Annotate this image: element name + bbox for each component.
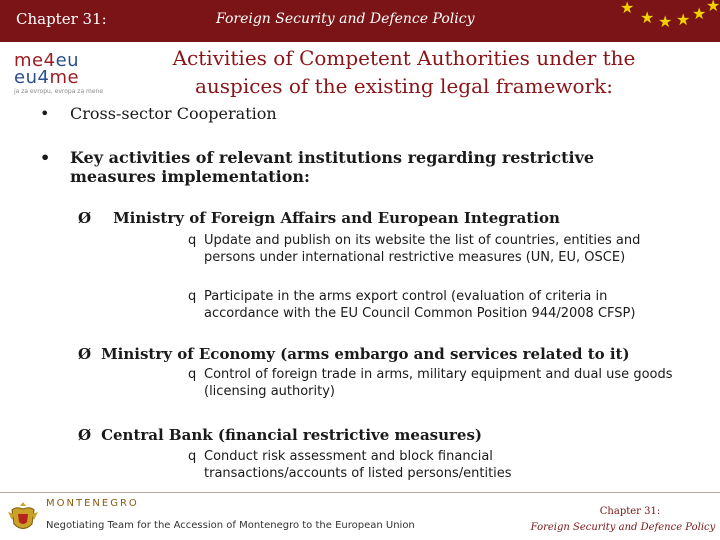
task-item: [188, 232, 688, 266]
checkbox-icon: q: [188, 449, 197, 464]
footer-country: MONTENEGRO: [46, 498, 139, 509]
checkbox-icon: q: [188, 367, 197, 382]
bullet-text: Cross-sector Cooperation: [70, 104, 277, 123]
bullet-marker: •: [40, 148, 51, 167]
task-item: [188, 288, 678, 322]
arrow-marker: Ø: [78, 209, 92, 227]
checkbox-icon: q: [188, 233, 197, 248]
footer-chapter: Chapter 31:: [599, 506, 661, 517]
slide-title: Activities of Competent Authorities under the auspices of the existing legal framework:: [172, 46, 636, 98]
star-icon: ★: [658, 12, 673, 31]
task-text: Participate in the arms export control (evaluation of criteria in accordance with the EU Council Common Position 944/2008 CFSP): [204, 289, 636, 321]
logo-text: eu4: [14, 67, 50, 88]
institution-name: Ministry of Foreign Affairs and European Integration: [113, 209, 560, 227]
institution-name: Central Bank (financial restrictive measures): [101, 426, 482, 444]
task-item: [188, 366, 688, 400]
bullet-text: Key activities of relevant institutions regarding restrictive measures implementation:: [70, 148, 595, 186]
checkbox-icon: q: [188, 289, 197, 304]
task-text: Conduct risk assessment and block financial transactions/accounts of listed persons/entities: [204, 449, 512, 481]
footer-divider: [0, 492, 720, 493]
me4eu-logo: [14, 52, 134, 98]
arrow-marker: Ø: [78, 426, 92, 444]
logo-tagline: ja za evropu, evropa za mene: [14, 88, 104, 95]
header-title: Foreign Security and Defence Policy: [216, 11, 475, 27]
star-icon: ★: [692, 4, 707, 23]
bullet-cross-sector: [40, 104, 680, 124]
logo-text: me: [49, 67, 80, 88]
star-icon: ★: [676, 10, 691, 29]
star-icon: ★: [620, 0, 635, 17]
footer-policy: Foreign Security and Defence Policy: [530, 522, 716, 533]
chapter-label: Chapter 31:: [16, 10, 107, 28]
star-icon: ★: [706, 0, 720, 15]
task-text: Control of foreign trade in arms, military equipment and dual use goods (licensing authority): [204, 367, 673, 399]
bullet-marker: •: [40, 104, 50, 123]
eu-stars-icon: [612, 0, 720, 32]
arrow-marker: Ø: [78, 345, 92, 363]
logo-text: me4: [14, 50, 56, 71]
bullet-key-activities: [40, 148, 680, 188]
montenegro-crest-icon: [6, 500, 40, 534]
star-icon: ★: [640, 8, 655, 27]
institution-economy: [78, 345, 630, 363]
logo-text: eu: [55, 50, 80, 71]
institution-central-bank: [78, 426, 482, 444]
footer-team: Negotiating Team for the Accession of Montenegro to the European Union: [46, 520, 415, 531]
institution-name: Ministry of Economy (arms embargo and services related to it): [101, 345, 630, 363]
logo-line-2: [14, 69, 134, 86]
institution-mfa: [78, 209, 560, 227]
task-item: [188, 448, 588, 482]
task-text: Update and publish on its website the list of countries, entities and persons under international restrictive measures (UN, EU, OSCE): [204, 233, 641, 265]
header-bar: [0, 0, 720, 42]
